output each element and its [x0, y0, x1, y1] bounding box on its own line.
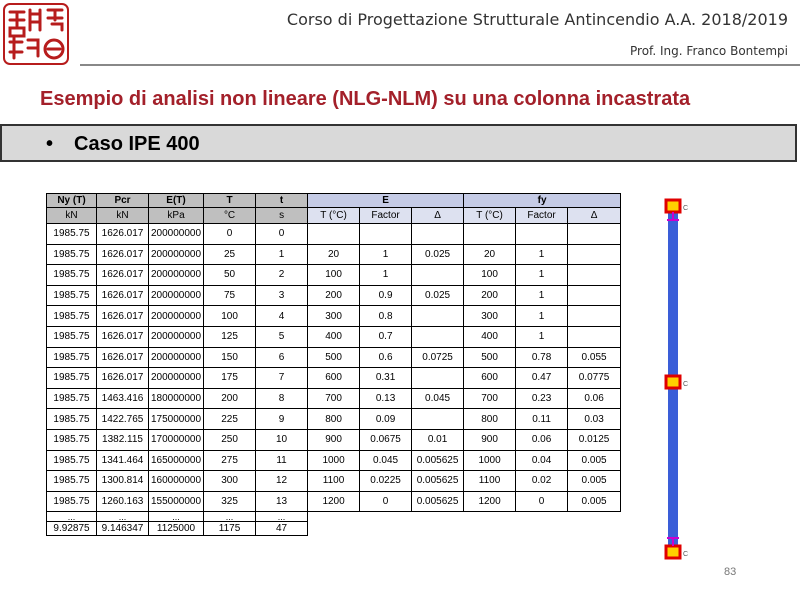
- table-row: [47, 388, 621, 409]
- empty-cell: [308, 512, 360, 522]
- table-cell: 100: [308, 265, 360, 286]
- final-cell: 47: [256, 522, 308, 536]
- table-cell: 0.09: [360, 409, 412, 430]
- page-number: 83: [724, 566, 737, 578]
- final-cell: 9.146347: [97, 522, 149, 536]
- empty-cell: [568, 522, 621, 536]
- table-cell: 1: [256, 244, 308, 265]
- table-cell: 0.6: [360, 347, 412, 368]
- table-cell: 10: [256, 429, 308, 450]
- header-divider: [80, 64, 800, 66]
- table-cell: 200: [464, 285, 516, 306]
- table-row: [47, 368, 621, 389]
- table-row: [47, 491, 621, 512]
- table-cell: 200000000: [149, 306, 204, 327]
- ellipsis-cell: ...: [47, 512, 97, 522]
- table-cell: [412, 224, 464, 245]
- table-cell: 1626.017: [97, 326, 149, 347]
- course-title: Corso di Progettazione Strutturale Antincendio A.A. 2018/2019: [286, 10, 788, 29]
- table-cell: 200: [204, 388, 256, 409]
- table-cell: 1985.75: [47, 244, 97, 265]
- table-cell: 2: [256, 265, 308, 286]
- table-cell: 0.47: [516, 368, 568, 389]
- bullet-text: Caso IPE 400: [74, 133, 200, 155]
- empty-cell: [464, 512, 516, 522]
- table-cell: 0.005625: [412, 450, 464, 471]
- professor-name: Prof. Ing. Franco Bontempi: [630, 44, 788, 58]
- header-et: E(T): [149, 194, 204, 208]
- bullet-banner: [0, 124, 797, 162]
- table-row: [47, 244, 621, 265]
- unit-cell: Factor: [360, 208, 412, 224]
- empty-cell: [464, 522, 516, 536]
- empty-cell: [568, 512, 621, 522]
- table-cell: [412, 409, 464, 430]
- table-cell: 1300.814: [97, 471, 149, 492]
- table-cell: 300: [308, 306, 360, 327]
- table-cell: 1: [516, 326, 568, 347]
- table-cell: 0.04: [516, 450, 568, 471]
- table-cell: 150: [204, 347, 256, 368]
- table-cell: 1000: [464, 450, 516, 471]
- table-cell: 8: [256, 388, 308, 409]
- table-cell: 1626.017: [97, 224, 149, 245]
- table-cell: 1463.416: [97, 388, 149, 409]
- table-cell: 0.005: [568, 450, 621, 471]
- table-cell: 600: [308, 368, 360, 389]
- table-cell: 1626.017: [97, 265, 149, 286]
- table-cell: 0: [204, 224, 256, 245]
- table-row: [47, 224, 621, 245]
- empty-cell: [412, 512, 464, 522]
- table-cell: [568, 265, 621, 286]
- table-cell: 800: [464, 409, 516, 430]
- table-cell: 0: [516, 491, 568, 512]
- table-cell: 1985.75: [47, 224, 97, 245]
- empty-cell: [308, 522, 360, 536]
- column-node: [666, 200, 680, 212]
- empty-cell: [516, 512, 568, 522]
- table-cell: 11: [256, 450, 308, 471]
- table-cell: 100: [464, 265, 516, 286]
- table-cell: 0.78: [516, 347, 568, 368]
- header-t-time: t: [256, 194, 308, 208]
- unit-cell: s: [256, 208, 308, 224]
- table-cell: 0.02: [516, 471, 568, 492]
- table-cell: 1100: [464, 471, 516, 492]
- table-row: [47, 306, 621, 327]
- header-ny: Ny (T): [47, 194, 97, 208]
- table-cell: 6: [256, 347, 308, 368]
- table-cell: 0.025: [412, 244, 464, 265]
- table-cell: 0.01: [412, 429, 464, 450]
- table-cell: 1985.75: [47, 347, 97, 368]
- table-cell: 1: [516, 265, 568, 286]
- unit-cell: T (°C): [464, 208, 516, 224]
- table-row: [47, 347, 621, 368]
- slide-title: Esempio di analisi non lineare (NLG-NLM) su una colonna incastrata: [40, 88, 691, 110]
- table-cell: 200000000: [149, 224, 204, 245]
- table-cell: 1382.115: [97, 429, 149, 450]
- table-cell: 1626.017: [97, 285, 149, 306]
- table-cell: 1985.75: [47, 450, 97, 471]
- unit-cell: °C: [204, 208, 256, 224]
- table-cell: 0.06: [568, 388, 621, 409]
- table-cell: 0.045: [360, 450, 412, 471]
- table-cell: [412, 326, 464, 347]
- table-cell: 0.7: [360, 326, 412, 347]
- table-cell: 275: [204, 450, 256, 471]
- table-cell: [412, 306, 464, 327]
- ellipsis-cell: ...: [256, 512, 308, 522]
- header-pcr: Pcr: [97, 194, 149, 208]
- table-cell: 700: [464, 388, 516, 409]
- table-cell: 1985.75: [47, 326, 97, 347]
- table-cell: 1985.75: [47, 409, 97, 430]
- table-cell: 100: [204, 306, 256, 327]
- table-cell: 1985.75: [47, 368, 97, 389]
- final-cell: 1175: [204, 522, 256, 536]
- table-cell: 1: [516, 285, 568, 306]
- header-t-temp: T: [204, 194, 256, 208]
- table-cell: 0.06: [516, 429, 568, 450]
- table-cell: 0.11: [516, 409, 568, 430]
- table-cell: 13: [256, 491, 308, 512]
- table-cell: 1100: [308, 471, 360, 492]
- table-cell: 7: [256, 368, 308, 389]
- column-node: [666, 376, 680, 388]
- table-cell: 1341.464: [97, 450, 149, 471]
- table-cell: 0: [256, 224, 308, 245]
- table-cell: 500: [464, 347, 516, 368]
- table-cell: 3: [256, 285, 308, 306]
- table-cell: 1422.765: [97, 409, 149, 430]
- table-cell: 1626.017: [97, 347, 149, 368]
- table-cell: [568, 326, 621, 347]
- unit-cell: Factor: [516, 208, 568, 224]
- table-cell: 0.9: [360, 285, 412, 306]
- table-ellipsis-row: [47, 512, 621, 522]
- table-cell: 160000000: [149, 471, 204, 492]
- table-cell: 180000000: [149, 388, 204, 409]
- ellipsis-cell: ...: [149, 512, 204, 522]
- table-cell: 0.045: [412, 388, 464, 409]
- table-cell: 1: [516, 244, 568, 265]
- table-cell: 155000000: [149, 491, 204, 512]
- table-cell: 1985.75: [47, 471, 97, 492]
- table-cell: 25: [204, 244, 256, 265]
- table-cell: 0.025: [412, 285, 464, 306]
- table-cell: 0.005: [568, 471, 621, 492]
- table-cell: 0.03: [568, 409, 621, 430]
- table-cell: 1985.75: [47, 265, 97, 286]
- unit-cell: kPa: [149, 208, 204, 224]
- table-cell: 5: [256, 326, 308, 347]
- table-cell: 1985.75: [47, 429, 97, 450]
- ellipsis-cell: ...: [97, 512, 149, 522]
- empty-cell: [516, 522, 568, 536]
- column-model-diagram: [663, 196, 689, 560]
- table-cell: 400: [308, 326, 360, 347]
- ellipsis-cell: ...: [204, 512, 256, 522]
- empty-cell: [412, 522, 464, 536]
- table-cell: 20: [464, 244, 516, 265]
- table-cell: 200000000: [149, 368, 204, 389]
- table-cell: 0.0675: [360, 429, 412, 450]
- node-label: C: [683, 381, 689, 388]
- unit-cell: kN: [47, 208, 97, 224]
- table-cell: 900: [464, 429, 516, 450]
- final-cell: 1125000: [149, 522, 204, 536]
- table-row: [47, 265, 621, 286]
- table-cell: 200000000: [149, 347, 204, 368]
- unit-cell: T (°C): [308, 208, 360, 224]
- table-cell: 20: [308, 244, 360, 265]
- table-cell: [568, 224, 621, 245]
- table-cell: [568, 244, 621, 265]
- table-cell: 175: [204, 368, 256, 389]
- table-cell: 0.005625: [412, 491, 464, 512]
- table-cell: [568, 306, 621, 327]
- table-cell: 200000000: [149, 265, 204, 286]
- table-cell: 1985.75: [47, 388, 97, 409]
- table-cell: 1626.017: [97, 306, 149, 327]
- table-cell: 1200: [464, 491, 516, 512]
- table-cell: [308, 224, 360, 245]
- table-cell: 1200: [308, 491, 360, 512]
- table-cell: 0.0225: [360, 471, 412, 492]
- table-cell: 1626.017: [97, 368, 149, 389]
- table-cell: 0.31: [360, 368, 412, 389]
- table-cell: 75: [204, 285, 256, 306]
- table-cell: 300: [464, 306, 516, 327]
- table-cell: 325: [204, 491, 256, 512]
- table-cell: 0.23: [516, 388, 568, 409]
- table-cell: [568, 285, 621, 306]
- table-header-row: [47, 194, 621, 208]
- table-cell: 1626.017: [97, 244, 149, 265]
- table-cell: 200: [308, 285, 360, 306]
- table-cell: 0.0125: [568, 429, 621, 450]
- table-cell: 1: [360, 265, 412, 286]
- table-cell: 1260.163: [97, 491, 149, 512]
- table-cell: 225: [204, 409, 256, 430]
- table-cell: 170000000: [149, 429, 204, 450]
- table-cell: [360, 224, 412, 245]
- table-cell: 125: [204, 326, 256, 347]
- table-row: [47, 326, 621, 347]
- header-fy-group: fy: [464, 194, 621, 208]
- unit-cell: kN: [97, 208, 149, 224]
- table-cell: 0: [360, 491, 412, 512]
- table-cell: 900: [308, 429, 360, 450]
- table-cell: 50: [204, 265, 256, 286]
- column-node: [666, 546, 680, 558]
- table-cell: 4: [256, 306, 308, 327]
- empty-cell: [360, 512, 412, 522]
- table-cell: [412, 265, 464, 286]
- table-row: [47, 471, 621, 492]
- table-cell: 0.005: [568, 491, 621, 512]
- table-cell: 200000000: [149, 285, 204, 306]
- table-cell: [412, 368, 464, 389]
- final-cell: 9.92875: [47, 522, 97, 536]
- table-cell: 175000000: [149, 409, 204, 430]
- table-cell: 0.8: [360, 306, 412, 327]
- table-cell: 0.0775: [568, 368, 621, 389]
- table-cell: 0.0725: [412, 347, 464, 368]
- table-cell: 250: [204, 429, 256, 450]
- table-cell: 165000000: [149, 450, 204, 471]
- table-cell: 400: [464, 326, 516, 347]
- table-units-row: [47, 208, 621, 224]
- node-label: C: [683, 205, 689, 212]
- table-cell: 12: [256, 471, 308, 492]
- table-cell: 500: [308, 347, 360, 368]
- table-cell: [464, 224, 516, 245]
- table-cell: 300: [204, 471, 256, 492]
- table-cell: 0.055: [568, 347, 621, 368]
- header-e-group: E: [308, 194, 464, 208]
- university-seal-icon: [2, 2, 70, 66]
- table-cell: 9: [256, 409, 308, 430]
- table-row: [47, 285, 621, 306]
- table-cell: 600: [464, 368, 516, 389]
- unit-cell: Δ: [412, 208, 464, 224]
- node-label: C: [683, 551, 689, 558]
- table-row: [47, 429, 621, 450]
- table-final-row: [47, 522, 621, 536]
- table-cell: 1: [516, 306, 568, 327]
- table-cell: 800: [308, 409, 360, 430]
- table-cell: 0.13: [360, 388, 412, 409]
- table-cell: 1985.75: [47, 306, 97, 327]
- empty-cell: [360, 522, 412, 536]
- table-cell: 1: [360, 244, 412, 265]
- table-cell: 200000000: [149, 244, 204, 265]
- bullet-dot-icon: •: [46, 133, 54, 155]
- table-cell: 1000: [308, 450, 360, 471]
- table-cell: 0.005625: [412, 471, 464, 492]
- table-cell: [516, 224, 568, 245]
- unit-cell: Δ: [568, 208, 621, 224]
- table-cell: 1985.75: [47, 491, 97, 512]
- table-cell: 700: [308, 388, 360, 409]
- table-row: [47, 409, 621, 430]
- data-table: [46, 193, 621, 536]
- table-row: [47, 450, 621, 471]
- table-cell: 1985.75: [47, 285, 97, 306]
- table-cell: 200000000: [149, 326, 204, 347]
